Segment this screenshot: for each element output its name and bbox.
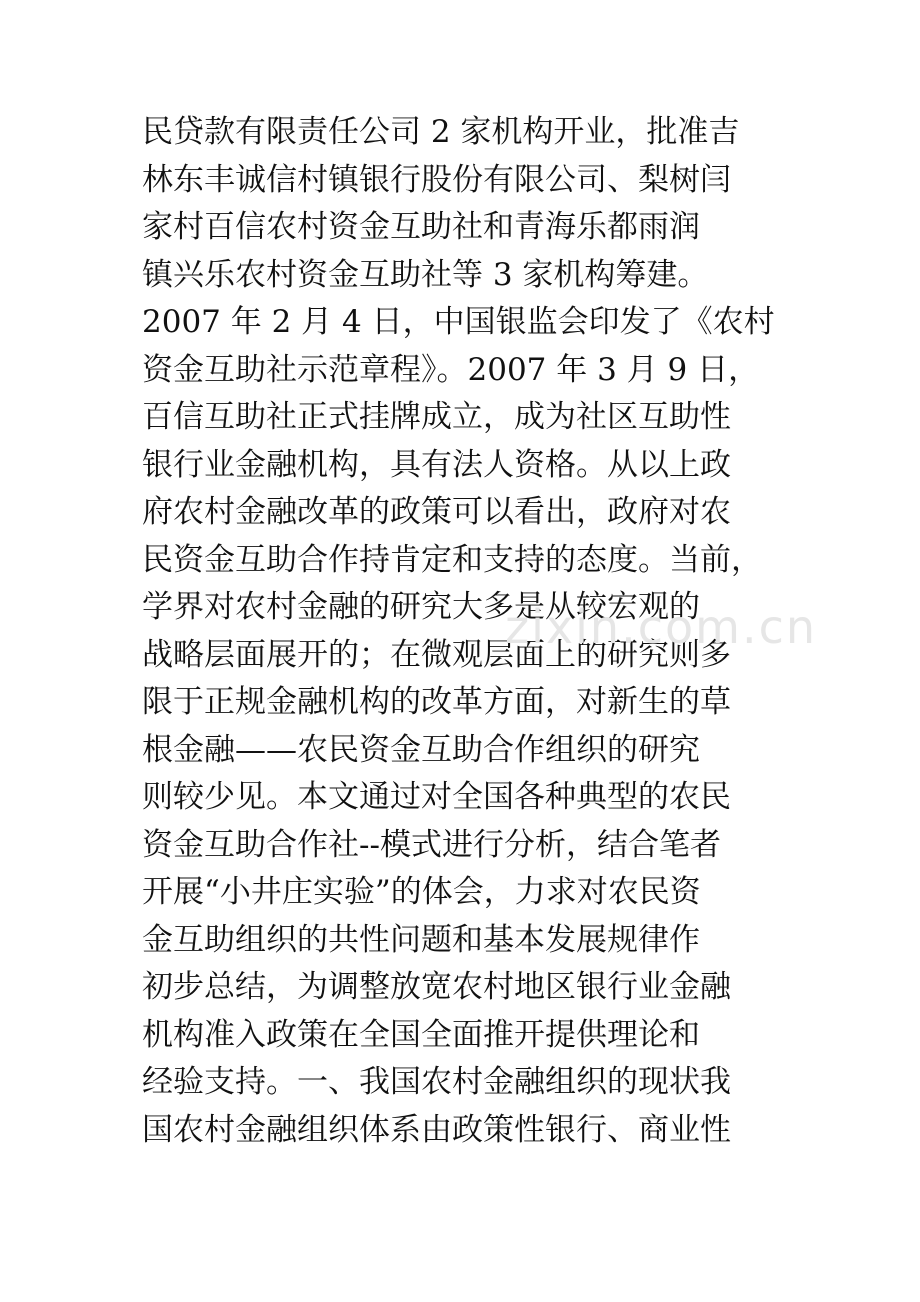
text-line: 根金融——农民资金互助合作组织的研究 xyxy=(142,731,700,768)
text-line: 百信互助社正式挂牌成立，成为社区互助性 xyxy=(142,399,731,435)
text-line: 林东丰诚信村镇银行股份有限公司、梨树闫 xyxy=(142,161,731,198)
text-line: 经验支持。一、我国农村金融组织的现状我 xyxy=(142,1064,731,1100)
text-line: 家村百信农村资金互助社和青海乐都雨润 xyxy=(142,209,700,245)
text-line: 战略层面展开的；在微观层面上的研究则多 xyxy=(142,636,731,673)
text-line: 则较少见。本文通过对全国各种典型的农民 xyxy=(142,779,731,815)
watermark: zixin.com.cn xyxy=(505,600,818,654)
text-line: 开展“小井庄实验”的体会，力求对农民资 xyxy=(142,874,701,910)
text-line: 资金互助社示范章程》。2007 年 3 月 9 日， xyxy=(142,351,760,388)
text-line: 学界对农村金融的研究大多是从较宏观的 xyxy=(142,589,700,625)
text-line: 镇兴乐农村资金互助社等 3 家机构筹建。 xyxy=(142,256,709,293)
text-line: 民资金互助合作持肯定和支持的态度。当前， xyxy=(142,541,762,578)
text-line: 国农村金融组织体系由政策性银行、商业性 xyxy=(142,1111,731,1148)
text-line: 机构准入政策在全国全面推开提供理论和 xyxy=(142,1016,700,1053)
text-line: 2007 年 2 月 4 日，中国银监会印发了《农村 xyxy=(142,304,775,340)
text-line: 府农村金融改革的政策可以看出，政府对农 xyxy=(142,494,731,530)
text-line: 资金互助合作社--模式进行分析，结合笔者 xyxy=(142,826,721,863)
text-line: 民贷款有限责任公司 2 家机构开业，批准吉 xyxy=(142,114,740,150)
text-line: 限于正规金融机构的改革方面，对新生的草 xyxy=(142,684,731,720)
text-line: 银行业金融机构，具有法人资格。从以上政 xyxy=(142,446,731,483)
text-line: 金互助组织的共性问题和基本发展规律作 xyxy=(142,921,700,958)
text-line: 初步总结，为调整放宽农村地区银行业金融 xyxy=(142,969,731,1005)
document-body xyxy=(142,109,802,1154)
